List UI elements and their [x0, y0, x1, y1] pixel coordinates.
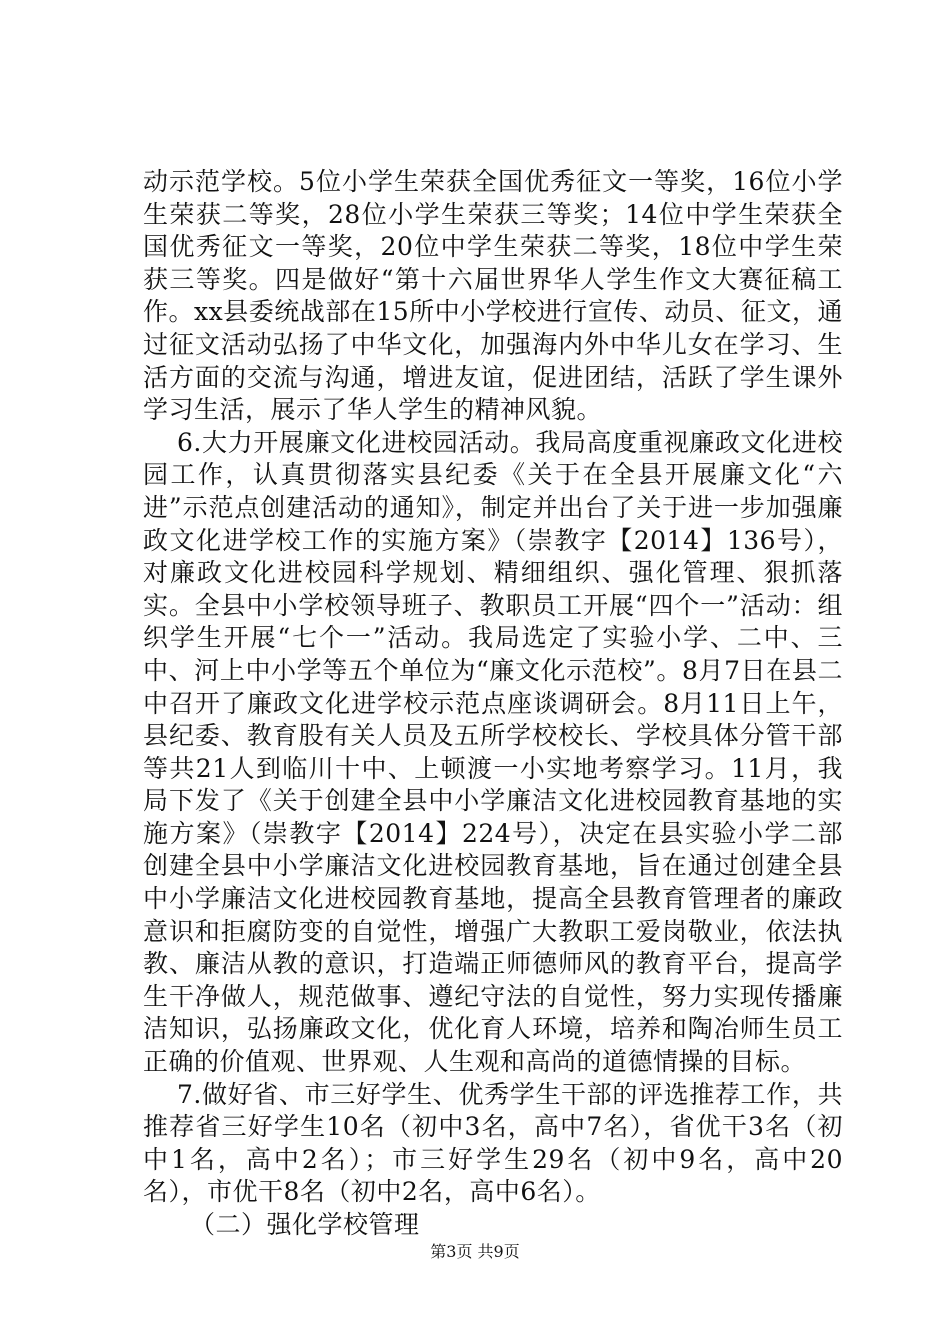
page-number: 第3页 共9页 [430, 1242, 520, 1261]
paragraph-item-6: 6.大力开展廉文化进校园活动。我局高度重视廉政文化进校园工作，认真贯彻落实县纪委《关于在全县开展廉文化“六进”示范点创建活动的通知》，制定并出台了关于进一步加强廉政文化进学校工作的实施方案》（崇教字【2014】136号），对廉政文化进校园科学规划、精细组织、强化管理、狠抓落实。全县中小学校领导班子、教职员工开展“四个一”活动：组织学生开展“七个一”活动。我局选定了实验小学、二中、三中、河上中小学等五个单位为“廉文化示范校”。8月7日在县二中召开了廉政文化进学校示范点座谈调研会。8月11日上午，县纪委、教育股有关人员及五所学校校长、学校具体分管干部等共21人到临川十中、上顿渡一小实地考察学习。11月，我局下发了《关于创建全县中小学廉洁文化进校园教育基地的实施方案》（崇教字【2014】224号），决定在县实验小学二部创建全县中小学廉洁文化进校园教育基地，旨在通过创建全县中小学廉洁文化进校园教育基地，提高全县教育管理者的廉政意识和拒腐防变的自觉性，增强广大教职工爱岗敬业，依法执教、廉洁从教的意识，打造端正师德师风的教育平台，提高学生干净做人，规范做事、遵纪守法的自觉性，努力实现传播廉洁知识，弘扬廉政文化，优化育人环境，培养和陶冶师生员工正确的价值观、世界观、人生观和高尚的道德情操的目标。 [143, 427, 843, 1077]
paragraph-item-7: 7.做好省、市三好学生、优秀学生干部的评选推荐工作，共推荐省三好学生10名（初中3名，高中7名），省优干3名（初中1名，高中2名）；市三好学生29名（初中9名，高中20名），市优干8名（初中2名，高中6名）。 [143, 1079, 843, 1207]
document-body [143, 166, 843, 1242]
section-heading: （二）强化学校管理 [190, 1210, 420, 1239]
paragraph-continuation: 动示范学校。5位小学生荣获全国优秀征文一等奖，16位小学生荣获二等奖，28位小学生荣获三等奖；14位中学生荣获全国优秀征文一等奖，20位中学生荣获二等奖，18位中学生荣获三等奖。四是做好“第十六届世界华人学生作文大赛征稿工作。xx县委统战部在15所中小学校进行宣传、动员、征文，通过征文活动弘扬了中华文化，加强海内外中华儿女在学习、生活方面的交流与沟通，增进友谊，促进团结，活跃了学生课外学习生活，展示了华人学生的精神风貌。 [143, 167, 843, 425]
page-footer [0, 1242, 950, 1262]
